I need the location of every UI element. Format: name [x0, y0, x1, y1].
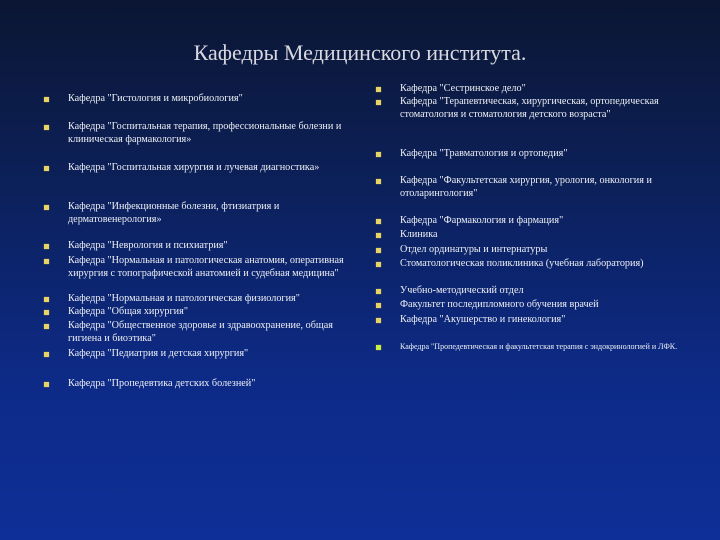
list-item-text: Кафедра "Гистология и микробиология"	[68, 93, 243, 104]
list-item-text: Кафедра "Педиатрия и детская хирургия"	[68, 348, 249, 359]
slide-title: Кафедры Медицинского института.	[193, 40, 527, 65]
bullet-icon	[44, 324, 49, 329]
list-item-text: Кафедра "Госпитальная хирургия и лучевая диагностика»	[68, 162, 320, 173]
bullet-icon	[44, 125, 49, 130]
list-item-text: Отдел ординатуры и интернатуры	[400, 244, 548, 255]
bullet-icon	[376, 345, 381, 350]
bullet-icon	[376, 318, 381, 323]
list-item-text: Клиника	[400, 229, 438, 240]
bullet-icon	[376, 248, 381, 253]
list-item-text: Факультет последипломного обучения врачей	[400, 299, 599, 310]
bullet-icon	[376, 87, 381, 92]
bullet-icon	[376, 262, 381, 267]
bullet-icon	[44, 166, 49, 171]
bullet-icon	[376, 100, 381, 105]
list-item-text: Стоматологическая поликлиника (учебная лаборатория)	[400, 258, 644, 269]
list-item-text: Кафедра "Неврология и психиатрия"	[68, 240, 228, 251]
bullet-icon	[44, 382, 49, 387]
bullet-icon	[376, 179, 381, 184]
list-item-text: Кафедра "Нормальная и патологическая анатомия, оперативная хирургия с топографической анатомией и судебная медицина"	[68, 255, 344, 279]
bullet-icon	[44, 310, 49, 315]
list-item-text: Кафедра "Фармакология и фармация"	[400, 215, 564, 226]
bullet-icon	[44, 259, 49, 264]
bullet-icon	[376, 219, 381, 224]
list-item-text: Кафедра "Травматология и ортопедия"	[400, 148, 568, 159]
bullet-icon	[376, 233, 381, 238]
bullet-icon	[44, 352, 49, 357]
list-item-text: Кафедра "Инфекционные болезни, фтизиатрия и дерматовенерология»	[68, 201, 280, 225]
list-item-text: Учебно-методический отдел	[400, 285, 524, 296]
list-item-text: Кафедра "Нормальная и патологическая физиология"	[68, 293, 300, 304]
list-item-text: Кафедра "Терапевтическая, хирургическая, ортопедическая стоматология и стоматология детского возраста"	[400, 96, 659, 120]
bullet-icon	[44, 205, 49, 210]
list-item-text: Кафедра "Общественное здоровье и здравоохранение, общая гигиена и биоэтика"	[68, 320, 333, 344]
list-item-text: Кафедра "Факультетская хирургия, урология, онкология и отоларингология"	[400, 175, 652, 199]
bullet-icon	[376, 303, 381, 308]
bullet-icon	[44, 244, 49, 249]
bullet-icon	[376, 289, 381, 294]
bullet-icon	[44, 97, 49, 102]
list-item-text: Кафедра "Акушерство и гинекология"	[400, 314, 566, 325]
list-item-text: Кафедра "Сестринское дело"	[400, 83, 526, 94]
list-item-text: Кафедра "Общая хирургия"	[68, 306, 188, 317]
list-item-text: Кафедра "Пропедевтика детских болезней"	[68, 378, 256, 389]
bullet-icon	[376, 152, 381, 157]
list-item-text: Кафедра "Госпитальная терапия, профессиональные болезни и клиническая фармакология»	[68, 121, 342, 145]
list-item-text: Кафедра "Пропедевтическая и факультетская терапия с эндокринологией и ЛФК.	[400, 342, 678, 351]
bullet-icon	[44, 297, 49, 302]
